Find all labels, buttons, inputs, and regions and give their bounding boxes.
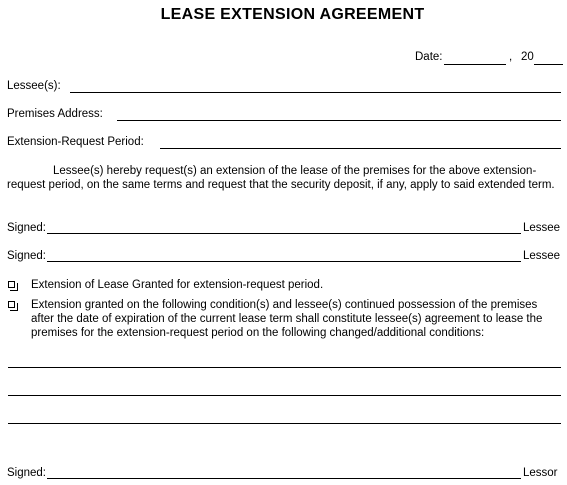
conditions-line-2[interactable] <box>8 395 561 396</box>
extension-period-field[interactable] <box>160 148 561 149</box>
lessee-signature-line-1[interactable] <box>47 233 521 234</box>
lessee-role-label: Lessee <box>523 222 561 234</box>
granted-option-text: Extension of Lease Granted for extension-request period. <box>31 279 324 291</box>
date-label: Date: <box>415 51 443 63</box>
conditions-line-3[interactable] <box>8 423 561 424</box>
lessee-field[interactable] <box>70 92 561 93</box>
date-field[interactable] <box>444 64 506 65</box>
date-separator: , <box>509 51 513 63</box>
signed-label: Signed: <box>7 467 47 479</box>
request-paragraph: Lessee(s) hereby request(s) an extension of the lease of the premises for the above extension-request period, on the same terms and request that the security deposit, if any, apply to said extended term. <box>7 165 555 191</box>
lessee-label: Lessee(s): <box>7 80 61 92</box>
lessor-signature-line[interactable] <box>47 478 521 479</box>
lessee-signature-line-2[interactable] <box>47 261 521 262</box>
premises-address-label: Premises Address: <box>7 108 103 120</box>
signed-label: Signed: <box>7 250 47 262</box>
lessor-role-label: Lessor <box>523 467 558 479</box>
signed-label: Signed: <box>7 222 47 234</box>
date-year-field[interactable] <box>534 64 563 65</box>
premises-address-field[interactable] <box>117 120 561 121</box>
conditional-checkbox[interactable] <box>8 301 15 308</box>
date-year-prefix: 20 <box>521 51 534 63</box>
extension-period-label: Extension-Request Period: <box>7 136 144 148</box>
granted-checkbox[interactable] <box>8 281 15 288</box>
lessee-role-label: Lessee <box>523 250 561 262</box>
conditional-option-text: Extension granted on the following condition(s) and lessee(s) continued possession of the premises after the date of expiration of the current lease term shall constitute lessee(s) agreement to lease the premises for the extension-request period on the following changed/additional conditions: <box>31 299 543 339</box>
conditions-line-1[interactable] <box>8 367 561 368</box>
document-title: LEASE EXTENSION AGREEMENT <box>160 6 425 23</box>
